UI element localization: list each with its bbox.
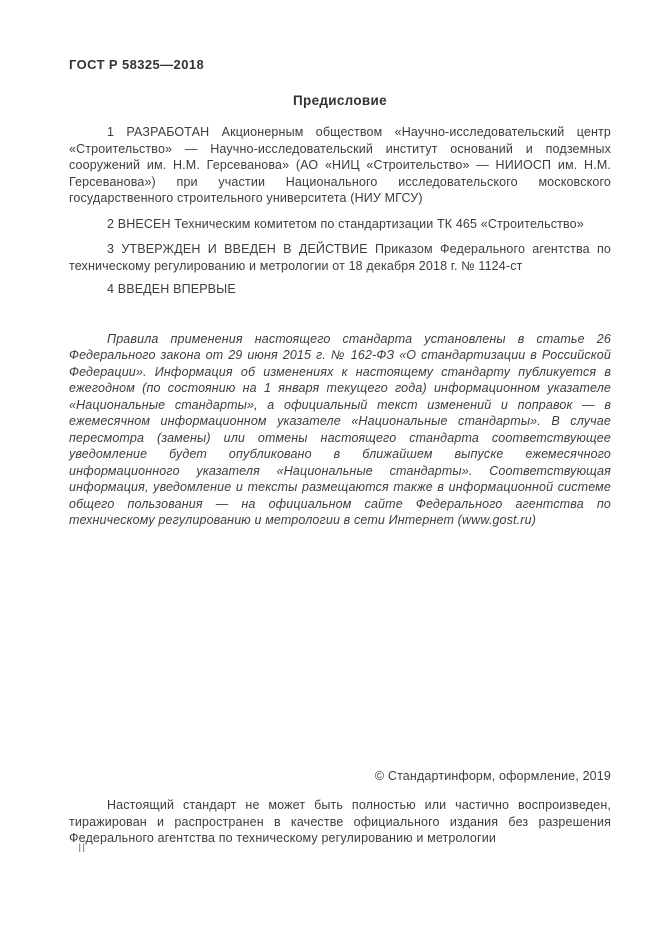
foreword-item-4: 4 ВВЕДЕН ВПЕРВЫЕ — [107, 282, 236, 296]
legal-notice: Правила применения настоящего стандарта установлены в статье 26 Федерального закона от 29 июня 2015 г. № 162-ФЗ «О стандартизации в Российской Федерации». Информация об изменениях к настоящему стандарту публикуется в ежегодном (по состоянию на 1 января текущего года) информационном указателе «Национальные стандарты», а официальный текст изменений и поправок — в ежемесячном информационном указателе «Национальные стандарты». В случае пересмотра (замены) или отмены настоящего стандарта соответствующее уведомление будет опубликовано в ближайшем выпуске ежемесячного информационного указателя «Национальные стандарты». Соответствующая информация, уведомление и тексты размещаются также в информационной системе общего пользования — на официальном сайте Федерального агентства по техническому регулированию и метрологии в сети Интернет (www.gost.ru) — [69, 331, 611, 527]
foreword-item-2: 2 ВНЕСЕН Техническим комитетом по стандартизации ТК 465 «Строительство» — [107, 216, 584, 231]
document-code: ГОСТ Р 58325—2018 — [69, 57, 205, 72]
page-content — [69, 0, 611, 529]
restriction-note: Настоящий стандарт не может быть полностью или частично воспроизведен, тиражирован и распространен в качестве официального издания без разрешения Федерального агентства по техническому регулированию и метрологии — [69, 798, 611, 845]
page-title: Предисловие — [293, 93, 387, 108]
foreword-item-1: 1 РАЗРАБОТАН Акционерным обществом «Научно-исследовательский центр «Строительство» — Научно-исследовательский институт оснований и подземных сооружений им. Н.М. Герсеванова» (АО «НИЦ «Строительство» — НИИОСП им. Н.М. Герсеванова») при участии Национального исследовательского московского государственного строительного университета (НИУ МГСУ) — [69, 125, 611, 205]
foreword-item-3: 3 УТВЕРЖДЕН И ВВЕДЕН В ДЕЙСТВИЕ Приказом Федерального агентства по техническому регулированию и метрологии от 18 декабря 2018 г. № 1124-ст — [69, 242, 611, 273]
copyright-line: © Стандартинформ, оформление, 2019 — [374, 769, 611, 783]
page-number: II — [78, 841, 86, 855]
